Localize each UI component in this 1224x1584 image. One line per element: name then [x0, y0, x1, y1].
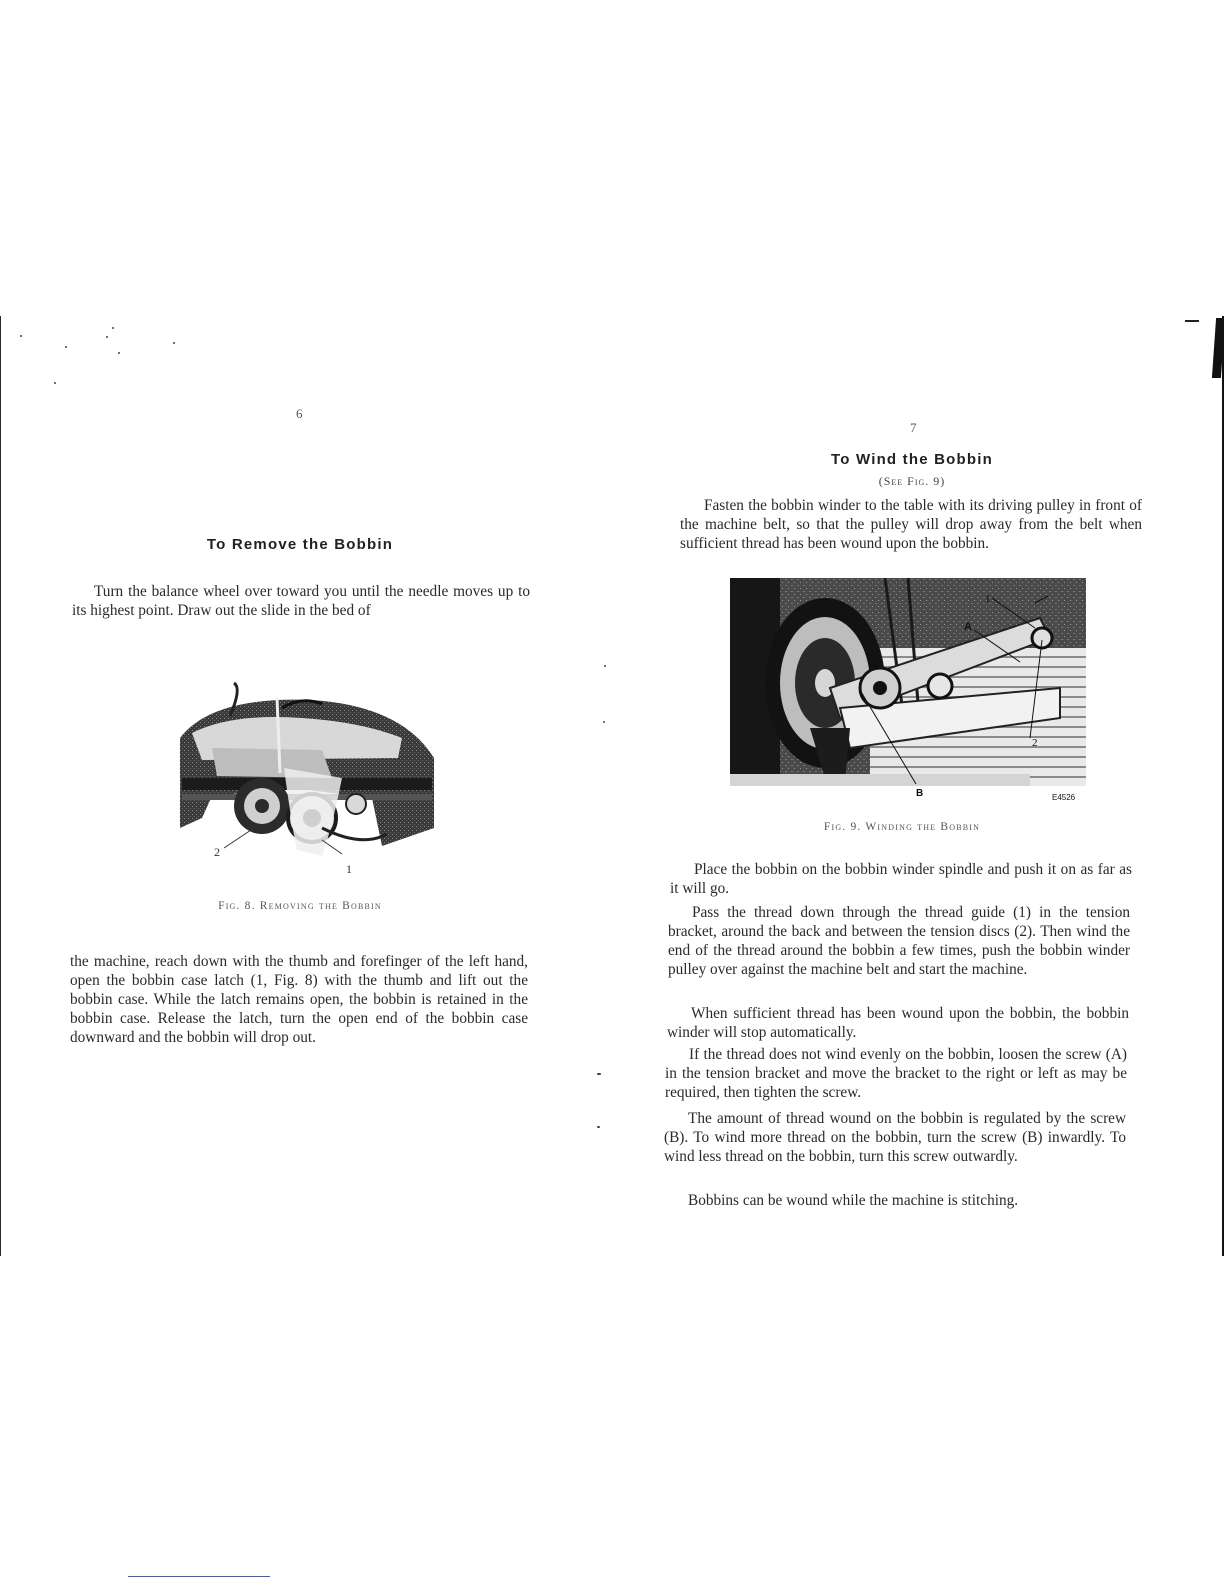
- fig9-negative-number: E4526: [1052, 793, 1076, 802]
- fig9-label-A: A: [964, 621, 972, 633]
- figure-8-illustration: [172, 678, 442, 876]
- figure-9-caption: Fig. 9. Winding the Bobbin: [823, 821, 981, 833]
- scan-speck: [173, 342, 175, 344]
- left-page-number: 6: [296, 406, 303, 421]
- scan-speck: [604, 665, 606, 667]
- right-page-number: 7: [910, 420, 917, 435]
- right-para-3: When sufficient thread has been wound upon the bobbin, the bobbin winder will stop automatically.: [667, 1005, 1129, 1041]
- right-para-4: If the thread does not wind evenly on the bobbin, loosen the screw (A) in the tension bracket and move the bracket to the right or left as may be required, then tighten the screw.: [665, 1046, 1127, 1101]
- right-page-heading: To Wind the Bobbin: [831, 451, 993, 468]
- left-para-2: the machine, reach down with the thumb and forefinger of the left hand, open the bobbin case latch (1, Fig. 8) with the thumb and lift out the bobbin case. While the latch remains open, the bobbin is retained in the bobbin case. Release the latch, turn the open end of the bobbin case downward and the bobbin will drop out.: [70, 953, 528, 1046]
- scan-speck: [597, 1126, 600, 1128]
- scan-speck: [54, 382, 56, 384]
- bottom-underline: [128, 1576, 270, 1577]
- right-para-2: Pass the thread down through the thread guide (1) in the tension bracket, around the back and between the tension discs (2). Then wind the end of the thread around the bobbin a few times, push the bobbin winder pulley over against the machine belt and start the machine.: [668, 904, 1130, 978]
- figure-8-caption: Fig. 8. Removing the Bobbin: [218, 900, 382, 912]
- scan-speck: [597, 1073, 601, 1075]
- fig9-label-1: 1: [985, 593, 991, 605]
- right-page-subheading: (See Fig. 9): [878, 474, 946, 488]
- figure-9-illustration: [730, 578, 1086, 802]
- left-page-heading: To Remove the Bobbin: [206, 536, 394, 553]
- right-para-1: Place the bobbin on the bobbin winder spindle and push it on as far as it will go.: [670, 861, 1132, 897]
- right-para-6: Bobbins can be wound while the machine is stitching.: [688, 1192, 1019, 1209]
- scan-speck: [118, 352, 120, 354]
- scan-speck: [112, 327, 114, 329]
- scan-speck: [106, 336, 108, 338]
- right-para-intro: Fasten the bobbin winder to the table with its driving pulley in front of the machine belt, so that the pulley will drop away from the belt when sufficient thread has been wound upon the bobbin.: [680, 497, 1142, 552]
- fig8-label-2: 2: [214, 845, 220, 859]
- scan-dash-mark: [1185, 320, 1199, 322]
- scan-speck: [603, 721, 605, 723]
- fig9-label-2: 2: [1032, 737, 1038, 749]
- scan-speck: [65, 346, 67, 348]
- right-para-5: The amount of thread wound on the bobbin is regulated by the screw (B). To wind more thread on the bobbin, turn the screw (B) inwardly. To wind less thread on the bobbin, turn this screw outwardly.: [664, 1110, 1126, 1165]
- scan-left-border: [0, 316, 1, 1256]
- fig9-label-B: B: [916, 788, 924, 799]
- left-para-1: Turn the balance wheel over toward you until the needle moves up to its highest point. Draw out the slide in the bed of: [72, 583, 530, 619]
- fig8-label-1: 1: [346, 862, 352, 876]
- scan-speck: [20, 335, 22, 337]
